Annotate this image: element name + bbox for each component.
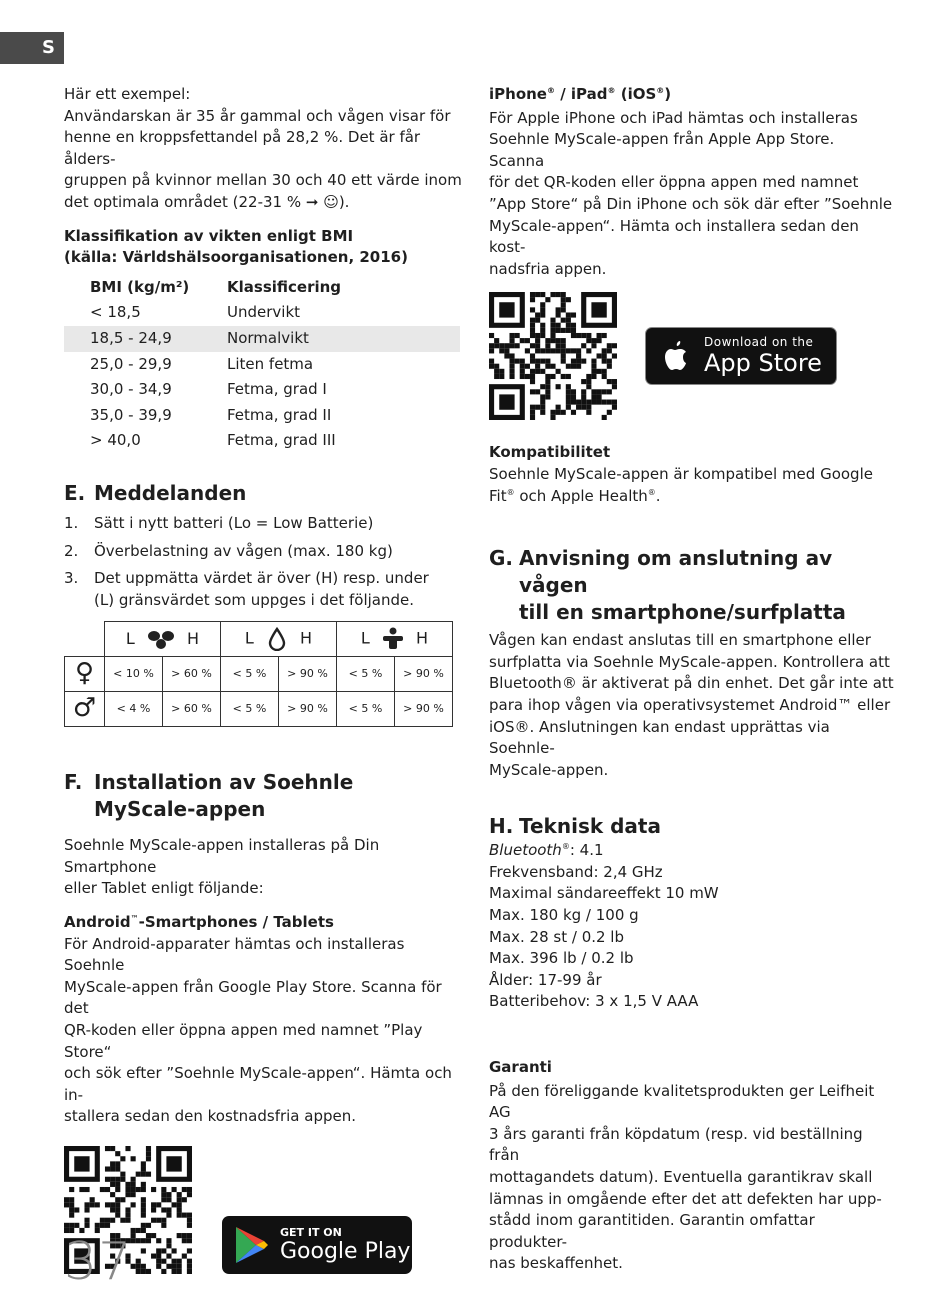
compat-paragraph (489, 464, 894, 507)
text-part: (iOS (615, 85, 657, 103)
muscle-icon (381, 627, 405, 651)
registered-mark: ® (647, 487, 656, 497)
table-row-highlighted (64, 326, 460, 352)
text-line: Bluetooth® är aktiverat på din enhet. Det går inte att (489, 674, 894, 693)
text-line: (L) gränsvärdet som uppges i det följande. (94, 590, 415, 609)
text-line: Max. 180 kg / 100 g (489, 906, 639, 925)
registered-mark: ® (607, 86, 616, 95)
table-cell: Fetma, grad II (227, 405, 332, 424)
column-header: BMI (kg/m²) (90, 277, 190, 296)
text-line: lämnas in omgående efter det att defekten har upp- (489, 1189, 882, 1208)
text-line: iOS®. Anslutningen kan endast upprättas via Soehnle- (489, 717, 830, 758)
text-line: Installation av Soehnle (94, 770, 354, 795)
table-cell: > 90 % (279, 657, 337, 692)
text-line: nadsfria appen. (489, 259, 607, 278)
text-part: Fit (489, 486, 507, 505)
trademark-mark: ™ (130, 914, 139, 924)
google-play-icon (234, 1225, 270, 1265)
text-part: / iPad (554, 85, 608, 103)
text-part: Bluetooth (489, 841, 562, 860)
table-cell: 25,0 - 29,9 (90, 354, 172, 373)
list-item (64, 541, 464, 563)
section-f-heading (64, 769, 464, 823)
table-cell: < 5 % (221, 657, 279, 692)
text-line: Soehnle MyScale-appen installeras på Din Smartphone (64, 836, 380, 876)
table-cell: Undervikt (227, 303, 301, 322)
fat-icon (146, 630, 176, 650)
female-row (65, 657, 453, 692)
text-line: till en smartphone/surfplatta (519, 600, 846, 625)
text-line: Max. 28 st / 0.2 lb (489, 927, 624, 946)
left-column (64, 84, 464, 1274)
text-line: 3 års garanti från köpdatum (resp. vid beställning från (489, 1124, 863, 1165)
section-h-heading (489, 813, 894, 840)
list-item (64, 513, 464, 535)
water-drop-icon (267, 627, 287, 651)
compat-heading: Kompatibilitet (489, 443, 611, 462)
table-cell: > 90 % (279, 692, 337, 727)
muscle-header (337, 622, 453, 657)
registered-mark: ® (656, 86, 665, 95)
connection-paragraph (489, 630, 894, 781)
text-line: För Apple iPhone och iPad hämtas och installeras (489, 108, 858, 127)
text-line: På den föreliggande kvalitetsprodukten ger Leifheit AG (489, 1081, 875, 1122)
text-part: och Apple Health (514, 486, 648, 505)
table-cell: Fetma, grad I (227, 380, 327, 399)
warranty-heading: Garanti (489, 1058, 552, 1077)
ios-paragraph (489, 108, 894, 281)
list-item (64, 568, 464, 611)
ios-download-row (489, 292, 894, 420)
table-cell: < 4 % (105, 692, 163, 727)
text-line: henne en kroppsfettandel på 28,2 %. Det är får ålders- (64, 128, 421, 168)
app-store-small-text: Download on the (704, 335, 814, 350)
text-part: : 4.1 (569, 841, 604, 860)
list-text: Sätt i nytt batteri (Lo = Low Batterie) (94, 513, 374, 532)
table-cell: < 18,5 (90, 303, 141, 322)
table-cell: Normalvikt (227, 326, 460, 352)
apple-icon (662, 338, 692, 374)
ios-qr-code[interactable] (489, 292, 617, 420)
warranty-paragraph (489, 1081, 894, 1275)
limits-header-row (65, 622, 453, 657)
google-play-small-text: GET IT ON (280, 1225, 342, 1239)
text-line: MyScale-appen. (489, 760, 609, 779)
text-line: Ålder: 17-99 år (489, 970, 602, 989)
table-cell: < 5 % (221, 692, 279, 727)
android-paragraph (64, 934, 464, 1128)
section-title (519, 545, 894, 626)
table-cell: < 10 % (105, 657, 163, 692)
text-line: Batteribehov: 3 x 1,5 V AAA (489, 992, 699, 1011)
registered-mark: ® (546, 86, 555, 95)
table-cell: < 5 % (337, 692, 395, 727)
app-store-button[interactable] (645, 327, 837, 385)
text-line: Klassifikation av vikten enligt BMI (64, 226, 354, 245)
text-part: . (655, 486, 661, 505)
text-part: ) (664, 85, 672, 103)
table-row (64, 377, 460, 403)
text-line: Maximal sändareeffekt 10 mW (489, 884, 719, 903)
table-cell: > 60 % (163, 692, 221, 727)
female-icon: ♀ (65, 657, 105, 692)
text-line: gruppen på kvinnor mellan 30 och 40 ett värde inom (64, 171, 462, 190)
section-title (94, 769, 353, 823)
section-title: Meddelanden (94, 480, 247, 505)
table-header-row (64, 275, 460, 301)
text-line: det optimala området (22-31 % ➞ ☺). (64, 192, 350, 211)
text-line: Här ett exempel: (64, 85, 191, 103)
column-header: Klassificering (227, 277, 342, 296)
text-line: Max. 396 lb / 0.2 lb (489, 949, 634, 968)
text-line: MyScale-appen (94, 797, 266, 822)
text-line: nas beskaffenhet. (489, 1254, 623, 1273)
table-row (64, 300, 460, 326)
bluetooth-line (489, 840, 894, 862)
table-cell: > 40,0 (90, 431, 141, 450)
text-line: Soehnle MyScale-appen från Apple App Store. Scanna (489, 130, 835, 170)
text-line: mottagandets datum). Eventuella garantikrav skall (489, 1168, 873, 1186)
text-line: MyScale-appen“. Hämta och installera sedan den kost- (489, 216, 859, 257)
text-line: För Android-apparater hämtas och installeras Soehnle (64, 934, 405, 975)
low-label: L (360, 628, 370, 648)
limits-table (64, 621, 453, 727)
google-play-big-text: Google Play (280, 1238, 411, 1264)
text-line: stådd inom garantitiden. Garantin omfattar produkter- (489, 1211, 815, 1251)
low-label: L (244, 628, 254, 648)
table-row (64, 352, 460, 378)
section-e-heading (64, 480, 464, 507)
male-row (65, 692, 453, 727)
text-line: ”App Store“ på Din iPhone och sök där efter ”Soehnle (489, 194, 893, 213)
app-store-big-text: App Store (704, 349, 822, 378)
language-tab: S (0, 32, 64, 64)
table-cell: > 60 % (163, 657, 221, 692)
table-row (64, 403, 460, 429)
section-title: Teknisk data (519, 814, 661, 839)
list-number: 3. (64, 569, 79, 588)
ios-heading (489, 84, 894, 106)
table-cell: 35,0 - 39,9 (90, 405, 172, 424)
right-column (489, 84, 894, 1275)
registered-mark: ® (506, 487, 515, 497)
text-line: Användarskan är 35 år gammal och vågen visar för (64, 106, 451, 125)
section-g-heading (489, 545, 894, 626)
text-line: Vågen kan endast anslutas till en smartphone eller (489, 631, 871, 650)
table-cell: < 5 % (337, 657, 395, 692)
high-label: H (187, 629, 200, 649)
text-line: stallera sedan den kostnadsfria appen. (64, 1107, 357, 1126)
section-number: E. (64, 480, 86, 505)
table-cell: > 90 % (395, 657, 453, 692)
list-number: 2. (64, 541, 79, 560)
table-cell: > 90 % (395, 692, 453, 727)
table-cell: 18,5 - 24,9 (64, 326, 227, 352)
registered-mark: ® (561, 842, 570, 852)
high-label: H (300, 628, 313, 648)
text-line: för det QR-koden eller öppna appen med namnet (489, 173, 859, 192)
empty-corner (65, 622, 105, 657)
text-line: MyScale-appen från Google Play Store. Scanna för det (64, 977, 442, 1018)
text-line: para ihop vågen via operativsystemet Android™ eller (489, 695, 891, 714)
text-line: (källa: Världshälsoorganisationen, 2016) (64, 248, 408, 267)
bmi-table (64, 275, 460, 454)
list-number: 1. (64, 513, 79, 532)
text-part: Android (64, 913, 131, 932)
text-line (489, 486, 894, 508)
text-line: och sök efter ”Soehnle MyScale-appen“. Hämta och in- (64, 1064, 452, 1104)
google-play-button[interactable] (222, 1216, 412, 1274)
high-label: H (416, 628, 429, 648)
table-cell: 30,0 - 34,9 (90, 380, 172, 399)
message-list (64, 513, 464, 611)
page-number: 37 (64, 1232, 133, 1292)
text-line: QR-koden eller öppna appen med namnet ”Play Store“ (64, 1021, 423, 1061)
table-cell: Liten fetma (227, 354, 314, 373)
tech-data-list (489, 840, 894, 1013)
water-header (221, 622, 337, 657)
text-part: iPhone (489, 85, 547, 103)
section-number: G. (489, 546, 514, 571)
section-number: F. (64, 770, 83, 795)
list-text (94, 568, 429, 611)
android-heading (64, 912, 464, 934)
text-line: Frekvensband: 2,4 GHz (489, 862, 663, 881)
text-line: surfplatta via Soehnle MyScale-appen. Kontrollera att (489, 652, 890, 671)
text-part: -Smartphones / Tablets (138, 913, 334, 932)
table-row (64, 428, 460, 454)
low-label: L (125, 629, 135, 649)
text-line: eller Tablet enligt följande: (64, 879, 264, 898)
example-paragraph (64, 84, 464, 214)
install-intro (64, 835, 464, 900)
male-icon: ♂ (65, 692, 105, 727)
fat-header (105, 622, 221, 657)
text-line: Anvisning om anslutning av vågen (519, 546, 833, 598)
list-text: Överbelastning av vågen (max. 180 kg) (94, 541, 393, 560)
text-line: Soehnle MyScale-appen är kompatibel med Google (489, 464, 873, 483)
section-number: H. (489, 814, 514, 839)
table-cell: Fetma, grad III (227, 431, 336, 450)
bmi-heading (64, 226, 464, 269)
text-line: Det uppmätta värdet är över (H) resp. under (94, 569, 429, 588)
